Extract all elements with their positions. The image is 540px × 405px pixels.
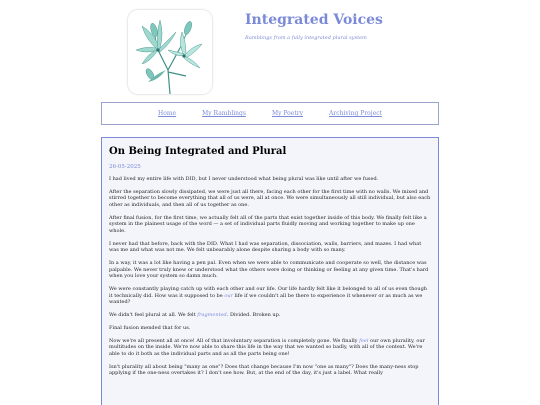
post-paragraph: After the separation slowly dissipated, we were just all there, facing each other for the first time with no walls. We mixed and stirred together to become everything that all of us were, all at once. We were simultaneously all still individual, but also each other as individuals, and then all of us together as one. bbox=[109, 188, 431, 208]
post-text: our own plurality, our multitudes on the inside. We're now able to share this life in the way that we wanted so badly, with all of the context. We're able to do it both as the individual parts and as all the parts being one! bbox=[109, 337, 425, 357]
post-paragraph bbox=[109, 338, 431, 358]
post-title: On Being Integrated and Plural bbox=[109, 146, 287, 157]
post-paragraph: In a way, it was a lot like having a pen pal. Even when we were able to communicate and cooperate so well, the distance was palpable. We never truly knew or understood what the others were doing or thinking or feeling at any given time. That's hard when you love your system so damn much. bbox=[109, 260, 429, 280]
blog-post bbox=[101, 137, 439, 405]
lily-flowers-icon bbox=[128, 10, 212, 94]
site-header bbox=[128, 10, 428, 96]
post-text: Now we're all present all at once! All of that involuntary separation is completely gone. We finally bbox=[109, 337, 360, 344]
nav-archiving-project-link[interactable]: Archiving Project bbox=[329, 110, 382, 117]
lily-flowers-logo[interactable] bbox=[128, 10, 212, 94]
emphasis-text: our bbox=[224, 292, 233, 299]
post-text: life if we couldn't all be there to experience it whenever or as much as we wanted? bbox=[109, 292, 423, 306]
emphasis-text: fragmented bbox=[197, 312, 227, 319]
post-text: We didn't feel plural at all. We felt bbox=[109, 312, 198, 319]
post-text: . Divided. Broken up. bbox=[226, 312, 281, 319]
post-paragraph: After final fusion, for the first time, we actually felt all of the parts that exist together inside of this body. We finally felt like a system in the plainest usage of the word — a set of individual parts fluidly moving and working together to make up one whole. bbox=[109, 214, 427, 234]
site-title: Integrated Voices bbox=[245, 12, 383, 28]
post-paragraph: I had lived my entire life with DID, but I never understood what being plural was like until after we fused. bbox=[109, 176, 379, 182]
post-paragraph: I never had that before, back with the DID. What I had was separation, dissociation, walls, barriers, and mazes. I had what was me and what was not me. We felt unbearably alone despite sharing a body with so many. bbox=[109, 240, 422, 254]
post-paragraph bbox=[109, 286, 431, 306]
post-paragraph: Final fusion mended that for us. bbox=[109, 324, 191, 331]
nav-my-poetry-link[interactable]: My Poetry bbox=[271, 110, 304, 117]
post-paragraph: Isn't plurality all about being "many as one"? Does that change because I'm now "one as many"? Does the many-ness stop applying if the one-ness overtakes it? I don't see how. But, at the end of the day, it's just a label. What really bbox=[109, 363, 419, 377]
emphasis-text: feel bbox=[359, 337, 369, 344]
site-tagline: Ramblings from a fully integrated plural system bbox=[245, 35, 367, 41]
nav-home-link[interactable]: Home bbox=[158, 110, 177, 117]
post-text: We were constantly playing catch up with each other and our life. Our life hardly felt like it belonged to all of us even though it technically did. How was it supposed to be bbox=[109, 286, 427, 299]
main-navigation bbox=[101, 102, 439, 125]
post-date: 26-05-2025 bbox=[109, 164, 141, 170]
post-paragraph bbox=[109, 312, 431, 319]
nav-my-ramblings-link[interactable]: My Ramblings bbox=[202, 110, 246, 117]
